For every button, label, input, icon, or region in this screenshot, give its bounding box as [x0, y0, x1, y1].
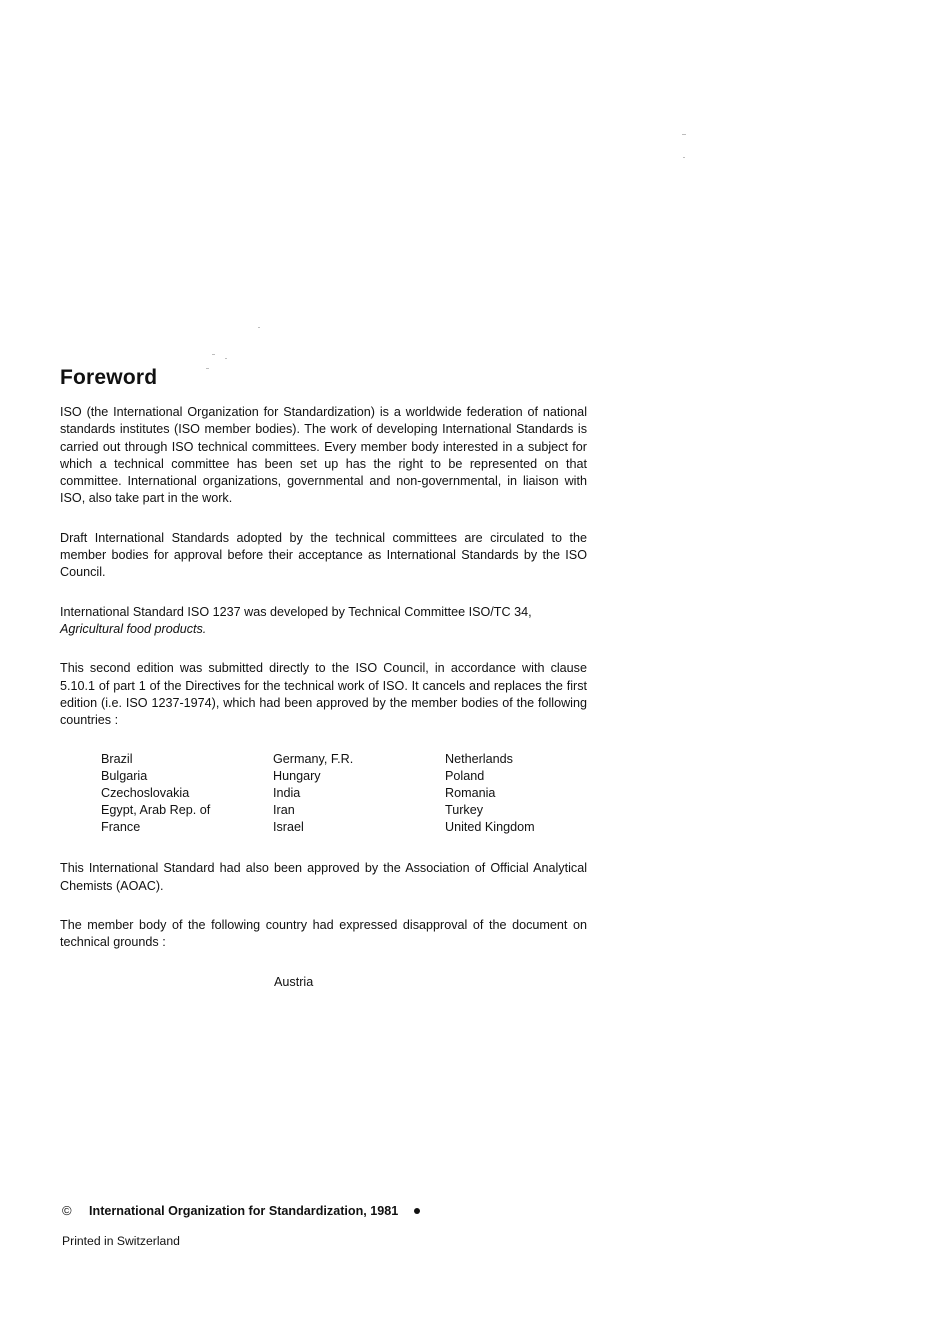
bullet-icon	[414, 1208, 420, 1214]
country-name: Israel	[273, 820, 304, 835]
paragraph-second-edition: This second edition was submitted directly to the ISO Council, in accordance with clause 5.10.1 of part 1 of the Directives for the technical work of ISO. It cancels and replaces the first edition (i.e. ISO 1237-1974), which had been approved by the member bodies of the following countries :	[60, 661, 587, 728]
country-name: Bulgaria	[101, 769, 148, 784]
paragraph-draft-standards: Draft International Standards adopted by the technical committees are circulated to the member bodies for approval before their acceptance as International Standards by the ISO Council.	[60, 530, 587, 580]
country-name: Czechoslovakia	[101, 786, 190, 801]
country-name: Iran	[273, 803, 295, 818]
country-name: India	[273, 786, 301, 801]
paragraph-iso-intro: ISO (the International Organization for Standardization) is a worldwide federation of national standards institutes (ISO member bodies). The work of developing International Standards is carried out through ISO technical committees. Every member body interested in a subject for which a technical committee has been set up has the right to be represented on that committee. International organizations, governmental and non-governmental, in liaison with ISO, also take part in the work.	[60, 405, 587, 506]
countries-column-2	[273, 751, 445, 836]
paragraph-development	[60, 604, 587, 639]
country-name: United Kingdom	[445, 820, 535, 835]
countries-column-3	[445, 751, 605, 836]
printed-location: Printed in Switzerland	[62, 1234, 180, 1248]
committee-name: Agricultural food products.	[60, 621, 207, 636]
copyright-icon: ©	[62, 1203, 72, 1218]
country-name: Egypt, Arab Rep. of	[101, 803, 211, 818]
page-title: Foreword	[60, 366, 158, 389]
country-name: Poland	[445, 769, 485, 784]
development-text: International Standard ISO 1237 was developed by Technical Committee ISO/TC 34,	[60, 604, 532, 619]
copyright-line	[62, 1203, 420, 1218]
country-name: Romania	[445, 786, 496, 801]
countries-column-1	[101, 751, 273, 836]
country-name: Hungary	[273, 769, 321, 784]
scan-speck	[682, 134, 686, 135]
scan-speck	[683, 157, 685, 158]
copyright-text: International Organization for Standardization, 1981	[89, 1203, 399, 1218]
foreword-body	[60, 404, 587, 991]
scan-speck	[212, 354, 215, 355]
country-name: Turkey	[445, 803, 484, 818]
scan-speck	[225, 358, 227, 359]
scan-speck	[206, 368, 209, 369]
country-name: Germany, F.R.	[273, 752, 354, 767]
country-name: France	[101, 820, 141, 835]
paragraph-disapproval: The member body of the following country had expressed disapproval of the document on technical grounds :	[60, 918, 587, 950]
scan-speck	[258, 327, 260, 328]
disapproving-country: Austria	[274, 974, 314, 989]
approving-countries-list	[101, 751, 587, 836]
country-name: Brazil	[101, 752, 133, 767]
paragraph-aoac: This International Standard had also been approved by the Association of Official Analytical Chemists (AOAC).	[60, 861, 587, 893]
country-name: Netherlands	[445, 752, 513, 767]
